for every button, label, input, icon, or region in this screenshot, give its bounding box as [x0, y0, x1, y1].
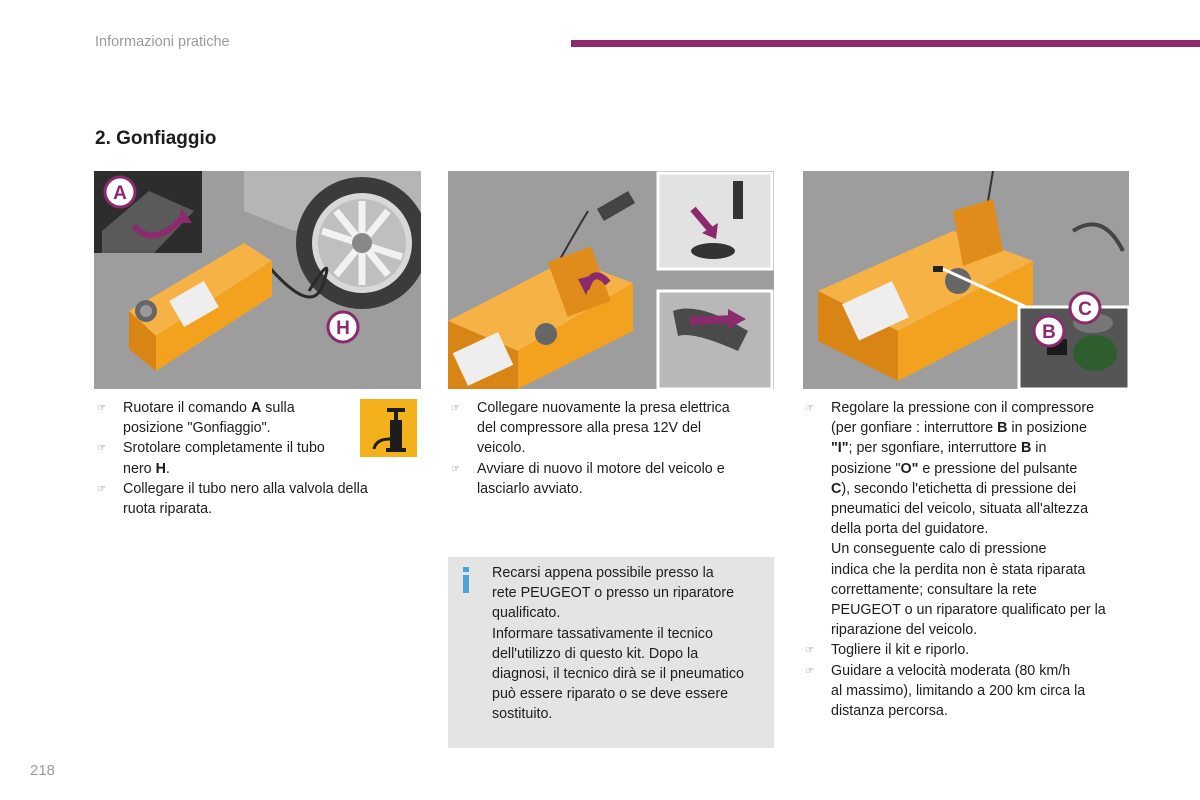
inset-12v-socket	[658, 173, 772, 269]
instruction-item: ☞ Avviare di nuovo il motore del veicolo e lasciarlo avviato.	[451, 460, 725, 497]
info-line: può essere riparato o se deve essere	[492, 686, 729, 703]
label-a: A	[113, 183, 127, 204]
column-middle-instructions	[449, 398, 769, 499]
info-text	[492, 563, 767, 725]
info-line: Informare tassativamente il tecnico	[492, 625, 713, 642]
info-line: Recarsi appena possibile presso la	[492, 565, 714, 581]
instruction-item: ☞ Srotolare completamente il tubo nero H.	[97, 440, 325, 477]
instruction-item: ☞ Collegare nuovamente la presa elettrica del compressore alla presa 12V del veicolo.	[451, 400, 730, 457]
instruction-item: ☞ Guidare a velocità moderata (80 km/h al massimo), limitando a 200 km circa la distanza percorsa.	[805, 662, 1086, 720]
instruction-item: ☞ Togliere il kit e riporlo.	[803, 640, 1138, 660]
label-b: B	[1042, 322, 1056, 343]
pointing-hand-icon: ☞	[805, 645, 814, 657]
column-right-instructions	[803, 398, 1138, 721]
instruction-item: ☞ Ruotare il comando A sulla posizione "Gonfiaggio".	[97, 400, 295, 437]
info-line: sostituito.	[492, 706, 553, 723]
illustration-pressure-adjustment	[803, 171, 1129, 389]
pointing-hand-icon: ☞	[805, 403, 814, 414]
instruction-note: Un conseguente calo di pressione indica che la perdita non è stata riparata correttamente; consultare la rete PEUGEOT o un riparatore qualificato per la riparazione del veicolo.	[831, 541, 1106, 639]
pointing-hand-icon: ☞	[805, 665, 814, 677]
illustration-12v-socket	[448, 171, 774, 389]
label-h: H	[336, 318, 350, 339]
column-left-instructions	[95, 398, 395, 519]
info-box	[448, 557, 774, 748]
pointing-hand-icon: ☞	[97, 403, 106, 414]
info-line: diagnosi, il tecnico dirà se il pneumatico	[492, 666, 744, 683]
header-accent-bar	[571, 40, 1200, 47]
pointing-hand-icon: ☞	[451, 403, 460, 414]
label-b-badge	[1034, 316, 1064, 346]
pointing-hand-icon: ☞	[451, 463, 460, 475]
label-a-badge	[105, 177, 135, 207]
label-c: C	[1078, 299, 1092, 320]
page-number: 218	[30, 762, 56, 779]
pointing-hand-icon: ☞	[97, 443, 106, 455]
inset-ignition	[658, 291, 772, 389]
section-label: Informazioni pratiche	[95, 34, 230, 50]
label-h-badge	[328, 312, 358, 342]
pointing-hand-icon: ☞	[97, 483, 106, 495]
info-line: rete PEUGEOT o presso un riparatore	[492, 585, 735, 602]
illustration-inflation-kit-wheel	[94, 171, 421, 389]
pump-icon	[360, 399, 417, 457]
info-line: qualificato.	[492, 605, 561, 622]
info-icon	[461, 567, 471, 593]
instruction-item: ☞ Collegare il tubo nero alla valvola della ruota riparata.	[97, 480, 368, 518]
page-title: 2. Gonfiaggio	[95, 128, 217, 149]
info-line: dell'utilizzo di questo kit. Dopo la	[492, 645, 699, 662]
label-c-badge	[1070, 293, 1100, 323]
instruction-item: ☞ Regolare la pressione con il compressore (per gonfiare : interruttore B in posizione "I"; per sgonfiare, interruttore B in posizione "O" e pressione del pulsante C), secondo l'etichetta di pressione dei pneumatici del veicolo, situata all'altezza della porta del guidatore.	[805, 400, 1095, 538]
